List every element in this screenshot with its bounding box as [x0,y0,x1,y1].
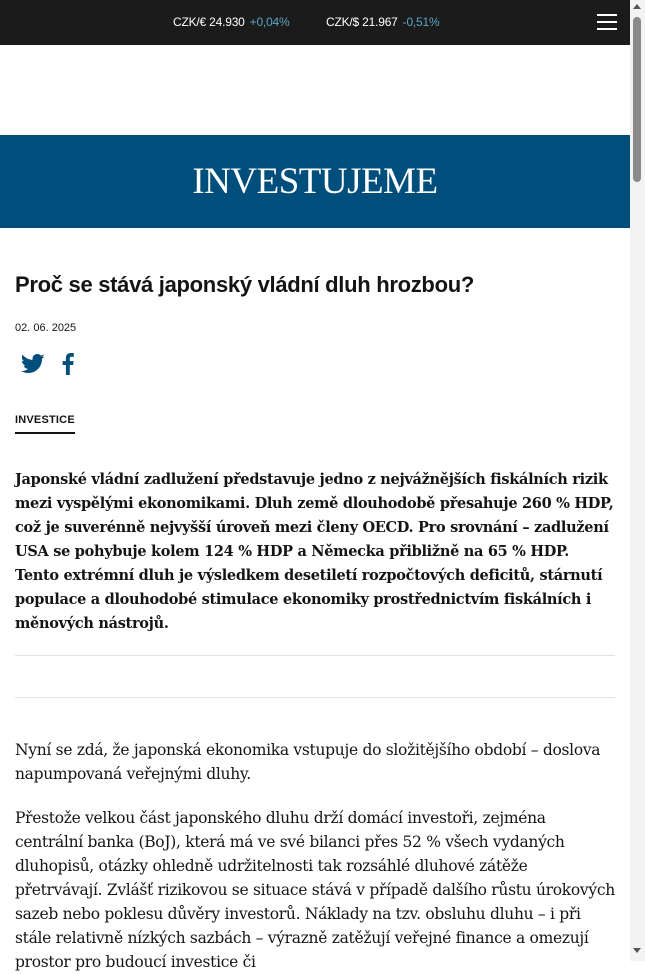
article-lead: Japonské vládní zadlužení představuje jedno z nejvážnějších fiskálních rizik mezi vyspělými ekonomikami. Dluh země dlouhodobě přesahuje 260 % HDP, což je suverénně nejvyšší úroveň mezi členy OECD. Pro srovnání – zadlužení USA se pohybuje kolem 124 % HDP a Německa přibližně na 65 % HDP. Tento extrémní dluh je výsledkem desetiletí rozpočtových deficitů, stárnutí populace a dlouhodobé stimulace ekonomiky prostřednictvím fiskálních i měnových nástrojů. [15,471,614,632]
rate-pair: CZK/$ 21.967 [326,15,398,29]
rate-change: +0,04% [249,15,290,29]
hamburger-menu-icon[interactable] [597,14,617,30]
rate-change: -0,51% [402,15,440,29]
rate-czk-eur [173,15,290,29]
ad-space [0,45,630,135]
twitter-share-icon[interactable] [21,353,45,377]
scroll-down-arrow-icon[interactable] [633,948,641,953]
scrollbar-thumb[interactable] [633,17,641,182]
site-logo[interactable]: INVESTUJEME [192,161,438,202]
article-paragraph: Nyní se zdá, že japonská ekonomika vstupuje do složitějšího období – doslova napumpovaná veřejnými dluhy. [15,741,601,783]
divider [15,697,615,698]
article-date: 02. 06. 2025 [15,322,77,334]
rate-pair: CZK/€ 24.930 [173,15,245,29]
rate-czk-usd [326,15,439,29]
logo-band [0,135,630,228]
divider [15,655,615,656]
article-paragraph: Přestože velkou část japonského dluhu drží domácí investoři, zejména centrální banka (BoJ), která má ve své bilanci přes 52 % všech vydaných dluhopisů, otázky ohledně udržitelnosti tak rozsáhlé dluhové zátěže přetrvávají. Zvlášť rizikovou se situace stává v případě dalšího růstu úrokových sazeb nebo poklesu důvěry investorů. Náklady na tzv. obsluhu dluhu – i při stále relativně nízkých sazbách – výrazně zatěžují veřejné finance a omezují prostor pro budoucí investice či [15,809,615,971]
currency-ticker-bar [0,0,630,45]
scroll-up-arrow-icon[interactable] [633,4,641,9]
facebook-share-icon[interactable] [62,353,80,377]
category-tag[interactable]: INVESTICE [15,414,75,434]
article-title: Proč se stává japonský vládní dluh hrozbou? [15,272,474,297]
vertical-scrollbar[interactable] [630,0,645,961]
